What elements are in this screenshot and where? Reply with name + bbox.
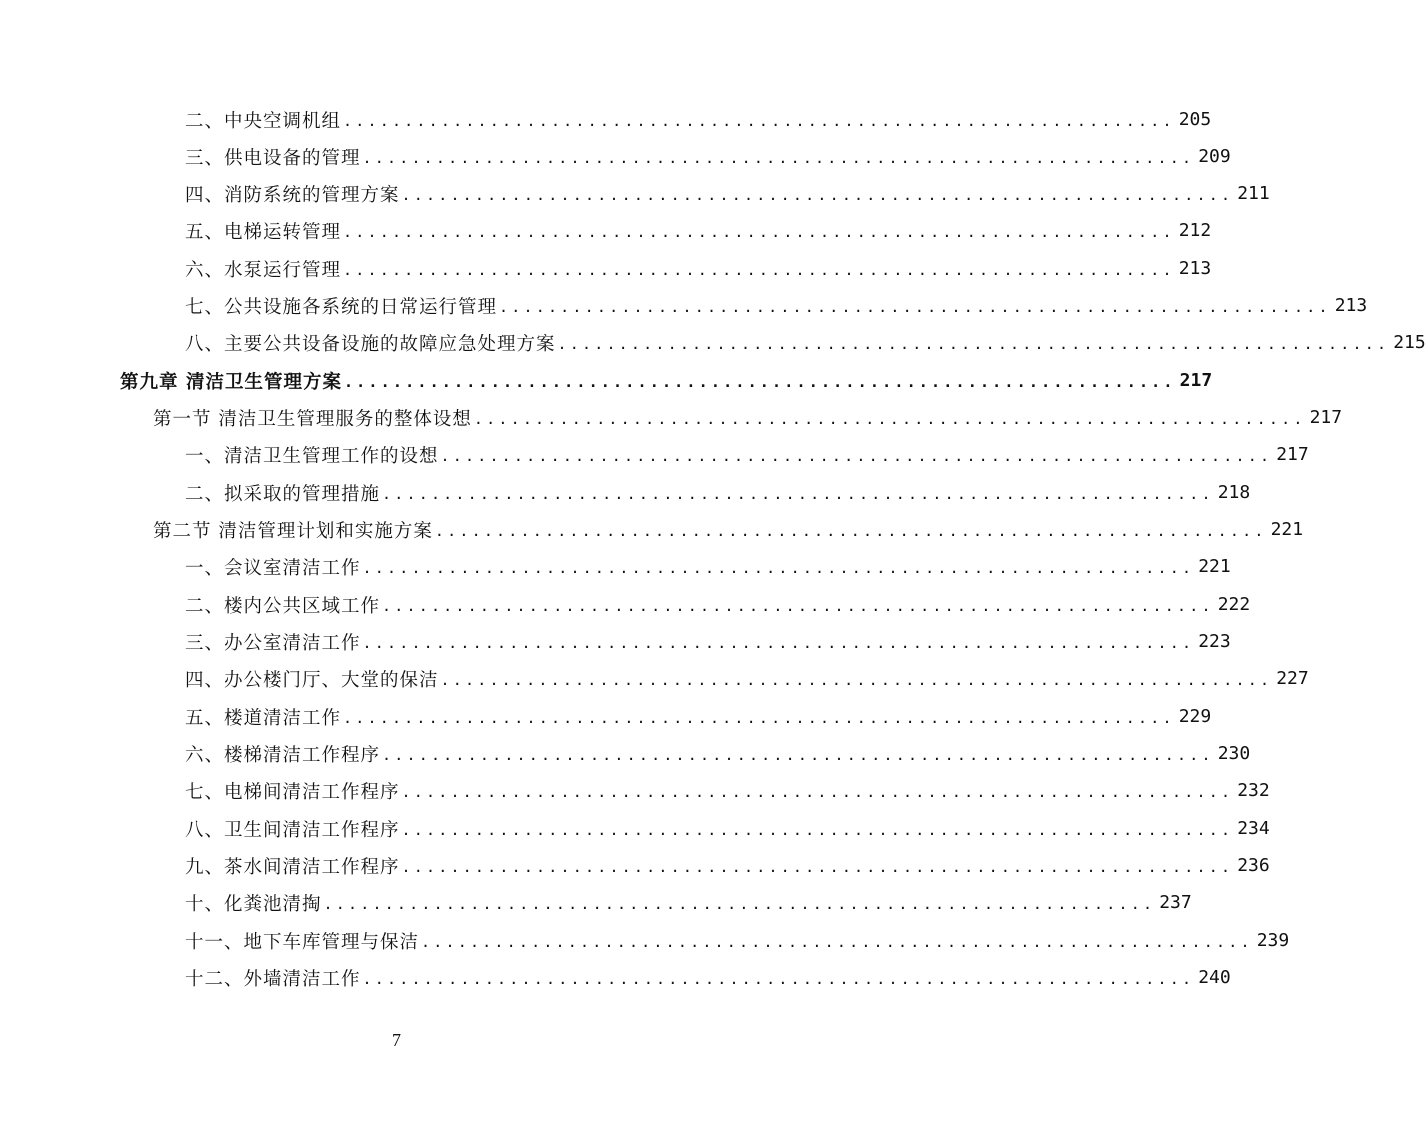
toc-leader-dots: .................................................................... (343, 111, 1175, 130)
toc-entry[interactable] (185, 175, 1270, 212)
toc-entry[interactable] (185, 436, 1309, 473)
toc-entry-title: 八、卫生间清洁工作程序 (185, 819, 400, 841)
toc-entry[interactable] (185, 101, 1212, 138)
toc-leader-dots: .................................................................... (401, 185, 1234, 204)
toc-entry-title: 一、会议室清洁工作 (185, 557, 361, 579)
toc-entry[interactable] (185, 884, 1192, 921)
toc-leader-dots: .................................................................... (401, 857, 1234, 876)
toc-entry-page: 211 (1237, 183, 1270, 204)
toc-leader-dots: .................................................................... (401, 820, 1234, 839)
toc-entry-title: 二、楼内公共区域工作 (185, 595, 381, 617)
toc-leader-dots: .................................................................... (473, 409, 1306, 428)
toc-entry-page: 227 (1276, 668, 1309, 689)
toc-entry-title: 七、电梯间清洁工作程序 (185, 781, 400, 803)
toc-entry-page: 223 (1198, 631, 1231, 652)
toc-entry-title: 四、消防系统的管理方案 (185, 184, 400, 206)
page-number: 7 (392, 1030, 401, 1050)
toc-entry[interactable] (185, 735, 1251, 772)
toc-entry-page: 229 (1178, 706, 1212, 727)
toc-leader-dots: .................................................................... (362, 633, 1195, 652)
toc-entry-page: 221 (1198, 556, 1231, 577)
toc-entry-title: 五、电梯运转管理 (185, 221, 342, 243)
toc-leader-dots: .................................................................... (421, 932, 1253, 951)
toc-entry-title: 二、中央空调机组 (185, 110, 342, 132)
toc-entry-title: 十一、地下车库管理与保洁 (185, 931, 420, 953)
toc-entry[interactable] (185, 287, 1368, 324)
toc-leader-dots: .................................................................... (343, 222, 1175, 241)
toc-entry[interactable] (185, 474, 1251, 511)
toc-entry-title: 八、主要公共设备设施的故障应急处理方案 (185, 333, 556, 355)
toc-entry-title: 十、化粪池清掏 (185, 893, 322, 915)
toc-leader-dots: .................................................................... (362, 558, 1195, 577)
toc-leader-dots: .................................................................... (343, 260, 1175, 279)
toc-entry-page: 239 (1256, 930, 1290, 951)
toc-leader-dots: .................................................................... (382, 596, 1214, 615)
toc-leader-dots: .................................................................... (434, 521, 1267, 540)
toc-entry[interactable] (185, 959, 1231, 996)
toc-entry[interactable] (185, 810, 1270, 847)
toc-entry-page: 221 (1270, 519, 1304, 540)
toc-entry[interactable] (185, 660, 1309, 697)
toc-entry[interactable] (185, 324, 1426, 361)
toc-leader-dots: .................................................................... (323, 894, 1156, 913)
toc-entry-page: 215 (1393, 332, 1426, 353)
toc-entry[interactable] (185, 847, 1270, 884)
toc-entry[interactable] (185, 212, 1212, 249)
toc-entry-page: 234 (1237, 818, 1270, 839)
toc-leader-dots: .................................................................... (362, 148, 1195, 167)
toc-entry-title: 三、供电设备的管理 (185, 147, 361, 169)
toc-leader-dots: .................................................................... (440, 446, 1273, 465)
toc-leader-dots: .................................................................... (343, 708, 1175, 727)
toc-entry-title: 一、清洁卫生管理工作的设想 (185, 445, 439, 467)
toc-entry[interactable] (185, 138, 1231, 175)
toc-leader-dots: .................................................................... (440, 670, 1273, 689)
toc-entry-title: 二、拟采取的管理措施 (185, 483, 381, 505)
toc-entry-title: 五、楼道清洁工作 (185, 707, 342, 729)
toc-section-entry[interactable] (153, 399, 1343, 436)
toc-leader-dots: .................................................................... (401, 782, 1234, 801)
toc-entry-page: 230 (1217, 743, 1251, 764)
toc-entry[interactable] (185, 586, 1251, 623)
toc-entry-title: 四、办公楼门厅、大堂的保洁 (185, 669, 439, 691)
toc-section-entry[interactable] (153, 511, 1304, 548)
toc-entry-title: 第一节 清洁卫生管理服务的整体设想 (153, 408, 472, 430)
toc-entry[interactable] (185, 623, 1231, 660)
toc-entry-page: 213 (1178, 258, 1212, 279)
toc-leader-dots: .................................................................... (362, 969, 1195, 988)
toc-entry-page: 212 (1178, 220, 1212, 241)
toc-leader-dots: .................................................................... (343, 372, 1176, 391)
toc-entry-title: 六、水泵运行管理 (185, 259, 342, 281)
toc-entry-page: 213 (1334, 295, 1368, 316)
toc-entry-title: 六、楼梯清洁工作程序 (185, 744, 381, 766)
toc-entry[interactable] (185, 548, 1231, 585)
toc-entry[interactable] (185, 250, 1212, 287)
toc-entry-page: 236 (1237, 855, 1270, 876)
toc-entry-title: 第九章 清洁卫生管理方案 (120, 371, 342, 393)
toc-entry-title: 第二节 清洁管理计划和实施方案 (153, 520, 433, 542)
toc-entry-page: 217 (1179, 370, 1213, 391)
toc-entry[interactable] (185, 922, 1290, 959)
toc-entry-page: 237 (1159, 892, 1192, 913)
toc-leader-dots: .................................................................... (557, 334, 1390, 353)
toc-entry-page: 209 (1198, 146, 1231, 167)
toc-chapter-entry[interactable] (120, 362, 1213, 399)
toc-entry-page: 218 (1217, 482, 1251, 503)
toc-entry-page: 217 (1309, 407, 1343, 428)
toc-entry-title: 九、茶水间清洁工作程序 (185, 856, 400, 878)
toc-entry-title: 十二、外墙清洁工作 (185, 968, 361, 990)
toc-entry[interactable] (185, 698, 1212, 735)
toc-entry-page: 222 (1217, 594, 1251, 615)
toc-entry-page: 205 (1178, 109, 1212, 130)
toc-entry[interactable] (185, 772, 1270, 809)
toc-entry-title: 七、公共设施各系统的日常运行管理 (185, 296, 498, 318)
toc-entry-page: 217 (1276, 444, 1309, 465)
toc-leader-dots: .................................................................... (499, 297, 1331, 316)
toc-entry-page: 232 (1237, 780, 1270, 801)
toc-entry-title: 三、办公室清洁工作 (185, 632, 361, 654)
toc-leader-dots: .................................................................... (382, 484, 1214, 503)
toc-entry-page: 240 (1198, 967, 1231, 988)
toc-leader-dots: .................................................................... (382, 745, 1214, 764)
